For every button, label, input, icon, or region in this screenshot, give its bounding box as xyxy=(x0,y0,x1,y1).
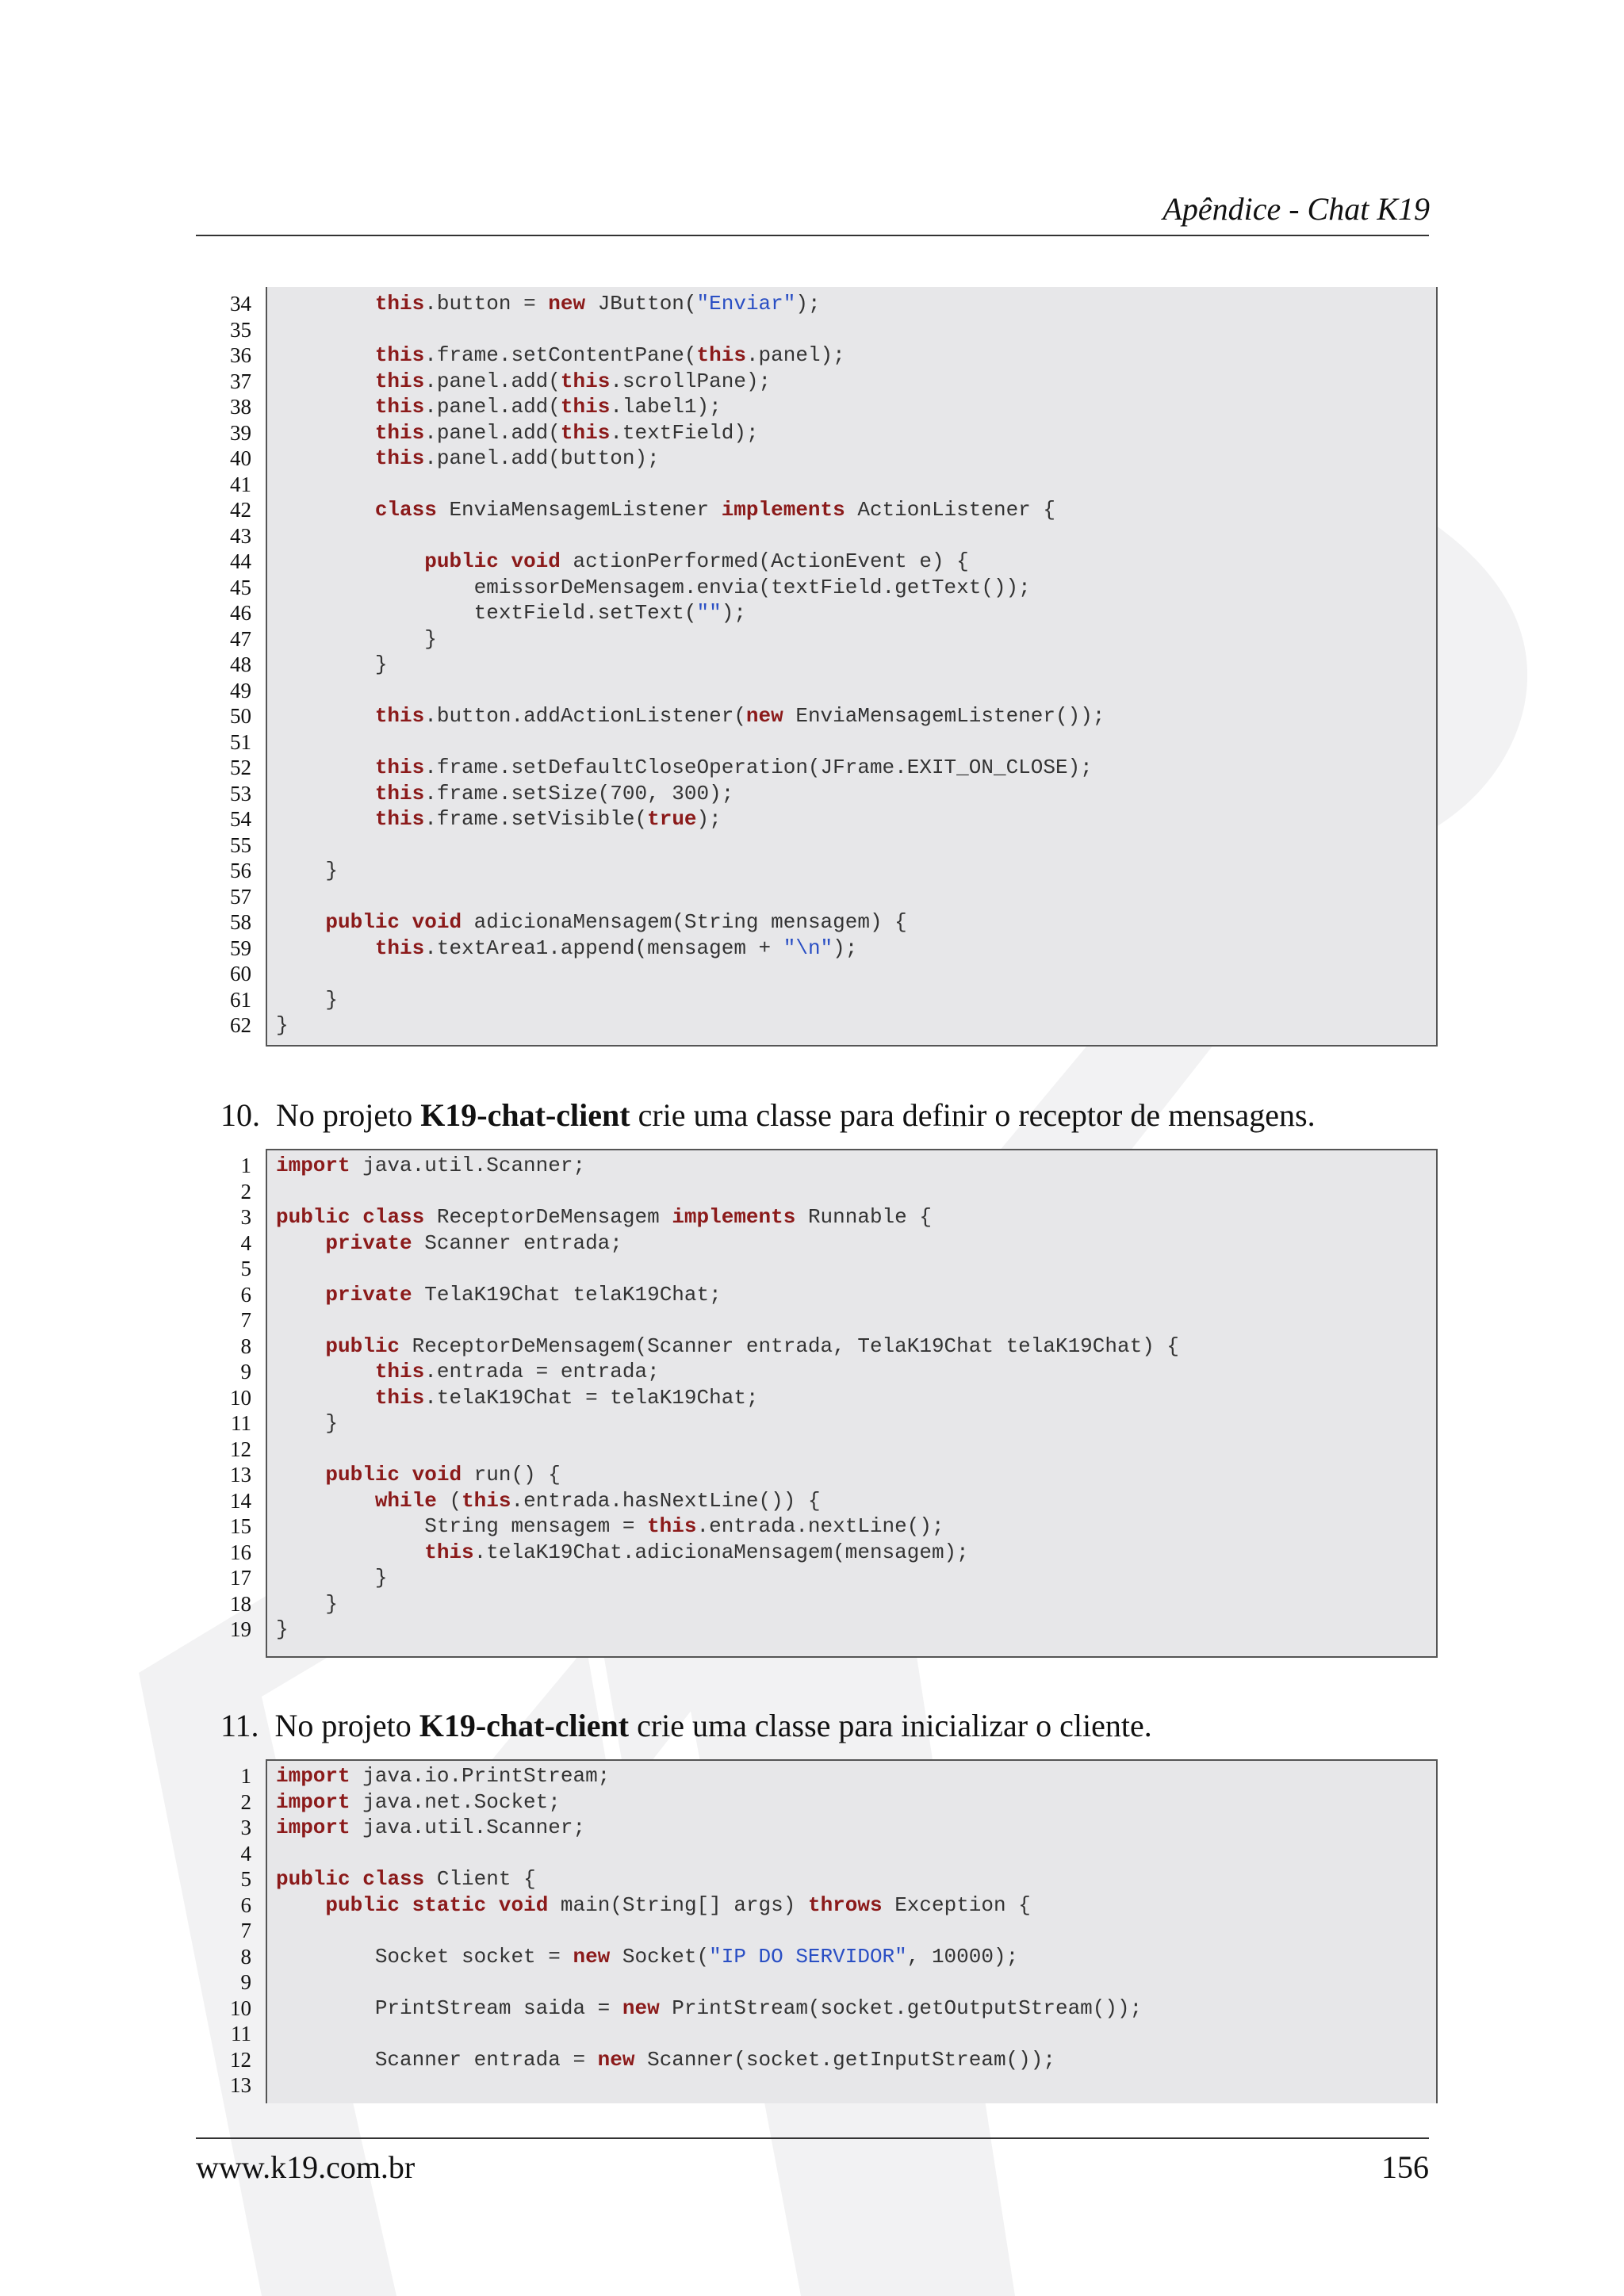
code-text: public ReceptorDeMensagem(Scanner entrada, TelaK19Chat telaK19Chat) { xyxy=(325,1334,1180,1358)
code-line xyxy=(196,1763,1438,1789)
code-keyword: private xyxy=(325,1230,412,1255)
code-text: import java.util.Scanner; xyxy=(276,1816,586,1839)
code-keyword: void xyxy=(412,1463,462,1487)
code-text: public class Client { xyxy=(276,1867,536,1891)
code-line xyxy=(196,652,1438,678)
line-number: 44 xyxy=(230,549,251,573)
line-number: 60 xyxy=(230,962,251,985)
line-number: 4 xyxy=(240,1841,251,1866)
code-text: } xyxy=(276,1591,339,1616)
footer-website-url: www.k19.com.br xyxy=(196,2149,416,2185)
code-text: this.panel.add(this.scrollPane); xyxy=(374,369,772,393)
code-text: import java.io.PrintStream; xyxy=(276,1764,611,1788)
code-line xyxy=(196,394,1438,420)
code-line xyxy=(196,1815,1438,1841)
code-line xyxy=(196,1437,1438,1463)
code-keyword: new xyxy=(622,1996,660,2020)
code-keyword: public xyxy=(276,1867,350,1891)
line-number: 37 xyxy=(230,369,251,393)
code-line xyxy=(196,1282,1438,1308)
project-name: K19-chat-client xyxy=(420,1097,630,1133)
code-text: while (this.entrada.hasNextLine()) { xyxy=(374,1488,821,1513)
code-string: "Enviar" xyxy=(696,292,796,316)
code-listing-client xyxy=(196,1759,1438,2103)
line-number: 3 xyxy=(240,1205,251,1229)
code-line xyxy=(196,291,1438,317)
line-number: 61 xyxy=(230,987,251,1012)
code-line xyxy=(196,446,1438,472)
code-line xyxy=(196,1866,1438,1892)
line-number: 62 xyxy=(230,1013,251,1037)
line-number: 3 xyxy=(240,1816,251,1839)
line-number: 45 xyxy=(230,575,251,599)
code-line xyxy=(196,884,1438,910)
code-keyword: void xyxy=(498,1892,549,1917)
code-line xyxy=(196,832,1438,859)
code-line xyxy=(196,1789,1438,1816)
code-line xyxy=(196,1944,1438,1970)
code-line xyxy=(196,961,1438,987)
code-keyword: true xyxy=(647,807,697,831)
line-number: 13 xyxy=(230,1463,251,1487)
code-listing-receptor-de-mensagem xyxy=(196,1149,1438,1658)
code-keyword: this xyxy=(374,704,425,728)
code-line xyxy=(196,1256,1438,1282)
line-number: 56 xyxy=(230,859,251,882)
code-string: "" xyxy=(696,601,722,625)
code-keyword: this xyxy=(647,1514,697,1538)
line-number: 14 xyxy=(230,1488,251,1513)
line-number: 55 xyxy=(230,832,251,857)
code-keyword: new xyxy=(573,1944,611,1969)
code-keyword: new xyxy=(548,292,586,316)
code-text: private TelaK19Chat telaK19Chat; xyxy=(325,1282,722,1307)
footer-rule xyxy=(196,2137,1429,2139)
line-number: 5 xyxy=(240,1257,251,1280)
code-line xyxy=(196,472,1438,498)
code-line xyxy=(196,497,1438,523)
code-line xyxy=(196,2072,1438,2099)
line-number: 49 xyxy=(230,678,251,702)
code-keyword: class xyxy=(362,1867,425,1891)
code-keyword: this xyxy=(560,420,611,445)
code-text: this.frame.setSize(700, 300); xyxy=(374,781,734,806)
line-number: 18 xyxy=(230,1591,251,1616)
code-keyword: class xyxy=(374,498,437,522)
code-keyword: class xyxy=(362,1205,425,1229)
code-line xyxy=(196,369,1438,395)
code-keyword: new xyxy=(745,704,783,728)
line-number: 7 xyxy=(240,1308,251,1332)
code-line xyxy=(196,1204,1438,1230)
code-text: public static void main(String[] args) throws Exception { xyxy=(325,1892,1031,1917)
code-keyword: this xyxy=(374,781,425,806)
line-number: 12 xyxy=(230,1437,251,1461)
code-line xyxy=(196,317,1438,343)
code-keyword: this xyxy=(560,395,611,419)
code-text: } xyxy=(276,1013,289,1037)
code-keyword: import xyxy=(276,1154,350,1177)
code-keyword: this xyxy=(374,369,425,393)
line-number: 2 xyxy=(240,1179,251,1203)
code-line xyxy=(196,1617,1438,1643)
code-text: public class ReceptorDeMensagem implements Runnable { xyxy=(276,1205,932,1229)
chapter-header-title: Apêndice - Chat K19 xyxy=(1162,191,1430,227)
code-text: Socket socket = new Socket("IP DO SERVIDOR", 10000); xyxy=(276,1944,1019,1969)
code-line xyxy=(196,2047,1438,2073)
code-line xyxy=(196,1153,1438,1179)
code-text: public void run() { xyxy=(325,1463,561,1487)
code-line xyxy=(196,1385,1438,1411)
code-line xyxy=(196,987,1438,1013)
code-line xyxy=(196,523,1438,549)
line-number: 12 xyxy=(230,2047,251,2072)
line-number: 51 xyxy=(230,729,251,754)
code-text: } xyxy=(276,652,388,676)
code-keyword: this xyxy=(696,343,746,367)
line-number: 5 xyxy=(240,1867,251,1891)
code-text: Scanner entrada = new Scanner(socket.getInputStream()); xyxy=(276,2047,1055,2072)
code-line xyxy=(196,1179,1438,1205)
line-number: 35 xyxy=(230,317,251,342)
line-number: 43 xyxy=(230,523,251,548)
code-text: String mensagem = this.entrada.nextLine(); xyxy=(276,1514,944,1538)
code-keyword: while xyxy=(374,1488,437,1513)
line-number: 11 xyxy=(231,2022,251,2045)
code-line xyxy=(196,1410,1438,1437)
code-keyword: this xyxy=(462,1488,511,1513)
code-text: } xyxy=(276,859,339,882)
code-keyword: implements xyxy=(672,1205,796,1229)
code-text: private Scanner entrada; xyxy=(325,1230,622,1255)
code-text: PrintStream saida = new PrintStream(socket.getOutputStream()); xyxy=(276,1996,1143,2020)
code-line xyxy=(196,1918,1438,1944)
code-text: public void actionPerformed(ActionEvent e) { xyxy=(424,549,969,573)
code-keyword: void xyxy=(511,549,561,573)
code-keyword: this xyxy=(374,756,425,779)
line-number: 41 xyxy=(230,472,251,496)
code-line xyxy=(196,909,1438,936)
code-text: this.frame.setDefaultCloseOperation(JFrame.EXIT_ON_CLOSE); xyxy=(374,756,1093,779)
code-line xyxy=(196,1359,1438,1385)
code-keyword: this xyxy=(374,1360,425,1383)
line-number: 53 xyxy=(230,781,251,806)
code-line xyxy=(196,936,1438,962)
code-text: public void adicionaMensagem(String mensagem) { xyxy=(325,910,907,934)
code-line xyxy=(196,703,1438,729)
code-text: this.frame.setVisible(true); xyxy=(374,807,722,831)
code-text: this.panel.add(button); xyxy=(374,446,660,470)
line-number: 9 xyxy=(240,1360,251,1383)
code-text: this.telaK19Chat.adicionaMensagem(mensagem); xyxy=(424,1540,969,1564)
line-number: 17 xyxy=(230,1566,251,1590)
line-number: 10 xyxy=(230,1996,251,2020)
code-keyword: public xyxy=(325,1892,400,1917)
code-keyword: public xyxy=(276,1205,350,1229)
code-line xyxy=(196,1892,1438,1919)
code-text: this.textArea1.append(mensagem + "\n"); xyxy=(374,936,858,960)
code-text: this.frame.setContentPane(this.panel); xyxy=(374,343,845,367)
code-text: } xyxy=(276,1411,339,1435)
code-string: "IP DO SERVIDOR" xyxy=(709,1944,907,1969)
code-line xyxy=(196,420,1438,446)
line-number: 48 xyxy=(230,652,251,676)
code-text: this.entrada = entrada; xyxy=(374,1360,660,1383)
line-number: 59 xyxy=(230,936,251,960)
code-line xyxy=(196,549,1438,575)
line-number: 11 xyxy=(231,1411,251,1435)
line-number: 6 xyxy=(240,1892,251,1917)
line-number: 50 xyxy=(230,704,251,728)
line-number: 57 xyxy=(230,884,251,909)
code-line xyxy=(196,678,1438,704)
code-text: this.button.addActionListener(new EnviaMensagemListener()); xyxy=(374,704,1105,728)
line-number: 54 xyxy=(230,807,251,831)
line-number: 15 xyxy=(230,1514,251,1538)
code-string: "\n" xyxy=(783,936,833,960)
line-number: 16 xyxy=(230,1540,251,1564)
step-10-instruction xyxy=(220,1096,1316,1134)
code-listing-telak19chat-continued xyxy=(196,287,1438,1047)
project-name: K19-chat-client xyxy=(419,1708,630,1743)
line-number: 36 xyxy=(230,343,251,367)
code-keyword: import xyxy=(276,1789,350,1814)
code-line xyxy=(196,806,1438,832)
code-line xyxy=(196,1488,1438,1514)
line-number: 1 xyxy=(240,1154,251,1177)
code-line xyxy=(196,1230,1438,1257)
page-number: 156 xyxy=(1381,2149,1429,2185)
code-keyword: this xyxy=(374,446,425,470)
code-line xyxy=(196,2021,1438,2047)
code-line xyxy=(196,781,1438,807)
code-keyword: throws xyxy=(807,1892,883,1917)
code-keyword: this xyxy=(374,292,425,316)
line-number: 8 xyxy=(240,1944,251,1969)
code-text: } xyxy=(276,987,339,1012)
line-number: 13 xyxy=(230,2073,251,2097)
code-line xyxy=(196,1841,1438,1867)
code-keyword: this xyxy=(374,395,425,419)
line-number: 34 xyxy=(230,292,251,316)
line-number: 6 xyxy=(240,1282,251,1307)
code-keyword: public xyxy=(325,910,400,934)
code-line xyxy=(196,342,1438,369)
line-number: 52 xyxy=(230,756,251,779)
code-line xyxy=(196,755,1438,781)
line-number: 1 xyxy=(240,1764,251,1788)
code-line xyxy=(196,1462,1438,1488)
code-text: this.button = new JButton("Enviar"); xyxy=(374,292,821,316)
line-number: 42 xyxy=(230,498,251,522)
code-keyword: import xyxy=(276,1764,350,1788)
line-number: 39 xyxy=(230,420,251,445)
line-number: 10 xyxy=(230,1385,251,1410)
code-keyword: public xyxy=(325,1334,400,1358)
line-number: 9 xyxy=(240,1970,251,1994)
code-line xyxy=(196,600,1438,626)
code-keyword: this xyxy=(424,1540,474,1564)
line-number: 19 xyxy=(230,1617,251,1641)
code-keyword: new xyxy=(597,2047,635,2072)
code-keyword: this xyxy=(374,1385,425,1410)
code-line xyxy=(196,575,1438,601)
step-number: 10. xyxy=(220,1097,260,1133)
code-text: emissorDeMensagem.envia(textField.getText()); xyxy=(276,575,1031,599)
code-line xyxy=(196,1565,1438,1591)
code-line xyxy=(196,1969,1438,1996)
code-keyword: this xyxy=(374,936,425,960)
step-text-post: crie uma classe para definir o receptor de mensagens. xyxy=(630,1097,1316,1133)
code-text: class EnviaMensagemListener implements ActionListener { xyxy=(374,498,1055,522)
step-11-instruction xyxy=(220,1707,1152,1744)
code-text: this.panel.add(this.textField); xyxy=(374,420,759,445)
line-number: 47 xyxy=(230,626,251,651)
code-keyword: this xyxy=(374,420,425,445)
code-keyword: this xyxy=(374,343,425,367)
code-line xyxy=(196,1513,1438,1540)
code-line xyxy=(196,729,1438,756)
code-line xyxy=(196,1012,1438,1039)
code-keyword: implements xyxy=(721,498,845,522)
step-text-pre: No projeto xyxy=(274,1708,419,1743)
code-text: } xyxy=(276,1617,289,1641)
code-keyword: void xyxy=(412,910,462,934)
line-number: 4 xyxy=(240,1230,251,1255)
code-line xyxy=(196,1334,1438,1360)
code-line xyxy=(196,858,1438,884)
code-line xyxy=(196,626,1438,652)
line-number: 38 xyxy=(230,395,251,419)
step-text-post: crie uma classe para inicializar o cliente. xyxy=(629,1708,1152,1743)
code-keyword: public xyxy=(424,549,499,573)
header-rule xyxy=(196,235,1429,236)
line-number: 2 xyxy=(240,1789,251,1814)
code-line xyxy=(196,1307,1438,1334)
line-number: 8 xyxy=(240,1334,251,1358)
line-number: 40 xyxy=(230,446,251,470)
code-keyword: this xyxy=(374,807,425,831)
code-text: this.telaK19Chat = telaK19Chat; xyxy=(374,1385,759,1410)
code-keyword: this xyxy=(560,369,611,393)
code-line xyxy=(196,1591,1438,1617)
code-text: this.panel.add(this.label1); xyxy=(374,395,722,419)
code-line xyxy=(196,1540,1438,1566)
code-keyword: public xyxy=(325,1463,400,1487)
code-text: import java.util.Scanner; xyxy=(276,1154,586,1177)
line-number: 58 xyxy=(230,910,251,934)
code-text: } xyxy=(276,1566,388,1590)
line-number: 46 xyxy=(230,601,251,625)
step-number: 11. xyxy=(220,1708,259,1743)
code-line xyxy=(196,1996,1438,2022)
line-number: 7 xyxy=(240,1919,251,1942)
step-text-pre: No projeto xyxy=(276,1097,421,1133)
code-keyword: private xyxy=(325,1282,412,1307)
code-keyword: static xyxy=(412,1892,487,1917)
code-text: import java.net.Socket; xyxy=(276,1789,561,1814)
code-text: textField.setText(""); xyxy=(276,601,746,625)
code-keyword: import xyxy=(276,1816,350,1839)
code-text: } xyxy=(276,626,437,651)
